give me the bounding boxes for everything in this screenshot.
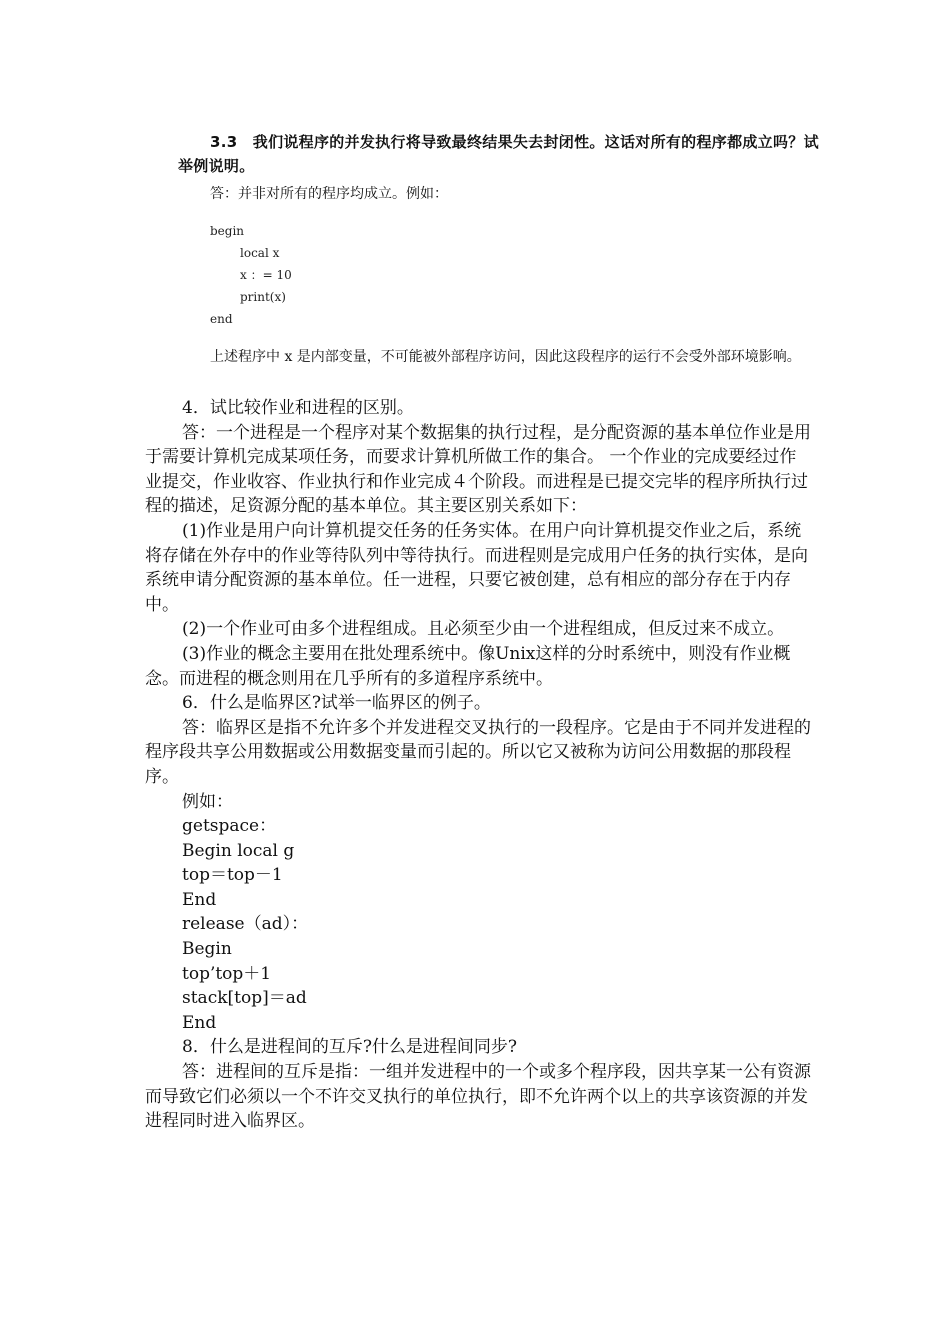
q4-point-2: (2)一个作业可由多个进程组成。且必须至少由一个进程组成，但反过来不成立。 — [182, 619, 785, 640]
answer-3-3: 答：并非对所有的程序均成立。例如： — [210, 186, 448, 202]
q6-example-label: 例如： — [182, 791, 233, 812]
q4-point-1: (1)作业是用户向计算机提交任务的任务实体。在用户向计算机提交作业之后，系统将存储在外存中的作业等待队列中等待执行。而进程则是完成用户任务的执行实体，是向系统申请分配资源的基本单位。任一进程，只要它被创建，总有相应的部分存在于内存中。 — [145, 520, 808, 615]
scanned-section-3-3 — [178, 130, 828, 370]
code-line: top＝top－1 — [182, 865, 283, 886]
code-line: End — [182, 889, 217, 910]
code-line: getspace： — [182, 816, 277, 837]
question-3-3: 3.3 我们说程序的并发执行将导致最终结果失去封闭性。这话对所有的程序都成立吗？试举例说明。 — [178, 133, 819, 175]
code-line: end — [210, 312, 233, 326]
q6-code-block — [145, 814, 813, 1035]
code-line: print(x) — [240, 290, 286, 304]
q4-title: 4．试比较作业和进程的区别。 — [182, 398, 414, 418]
q4-point-3: (3)作业的概念主要用在批处理系统中。像Unix这样的分时系统中，则没有作业概念。而进程的概念则用在几乎所有的多道程序系统中。 — [145, 643, 791, 689]
code-line: Begin — [182, 939, 232, 960]
code-line: End — [182, 1012, 217, 1033]
q6-title: 6．什么是临界区?试举一临界区的例子。 — [182, 693, 491, 714]
code-line: top’top＋1 — [182, 963, 272, 984]
main-text — [145, 396, 813, 1134]
code-block-3-3 — [210, 220, 828, 330]
q8-answer: 答：进程间的互斥是指：一组并发进程中的一个或多个程序段，因共享某一公有资源而导致它们必须以一个不许交叉执行的单位执行，即不允许两个以上的共享该资源的并发进程同时进入临界区。 — [145, 1062, 811, 1132]
code-line: begin — [210, 224, 245, 238]
code-line: stack[top]＝ad — [182, 988, 307, 1009]
q8-title: 8．什么是进程间的互斥?什么是进程间同步? — [182, 1037, 518, 1058]
q6-answer: 答：临界区是指不允许多个并发进程交叉执行的一段程序。它是由于不同并发进程的程序段共享公用数据或公用数据变量而引起的。所以它又被称为访问公用数据的那段程序。 — [145, 717, 811, 787]
code-line: x ：= 10 — [240, 268, 292, 282]
code-line: release（ad）： — [182, 914, 309, 935]
code-line: Begin local g — [182, 840, 295, 861]
code-line: local x — [240, 246, 280, 260]
q4-answer: 答：一个进程是一个程序对某个数据集的执行过程，是分配资源的基本单位作业是用于需要计算机完成某项任务，而要求计算机所做工作的集合。 一个作业的完成要经过作业提交，作业收容、作业执行和作业完成４个阶段。而进程是已提交完毕的程序所执行过程的描述，足资源分配的基本单位。其主要区别关系如下： — [145, 422, 811, 517]
note-3-3: 上述程序中 x 是内部变量，不可能被外部程序访问，因此这段程序的运行不会受外部环境影响。 — [210, 349, 801, 365]
